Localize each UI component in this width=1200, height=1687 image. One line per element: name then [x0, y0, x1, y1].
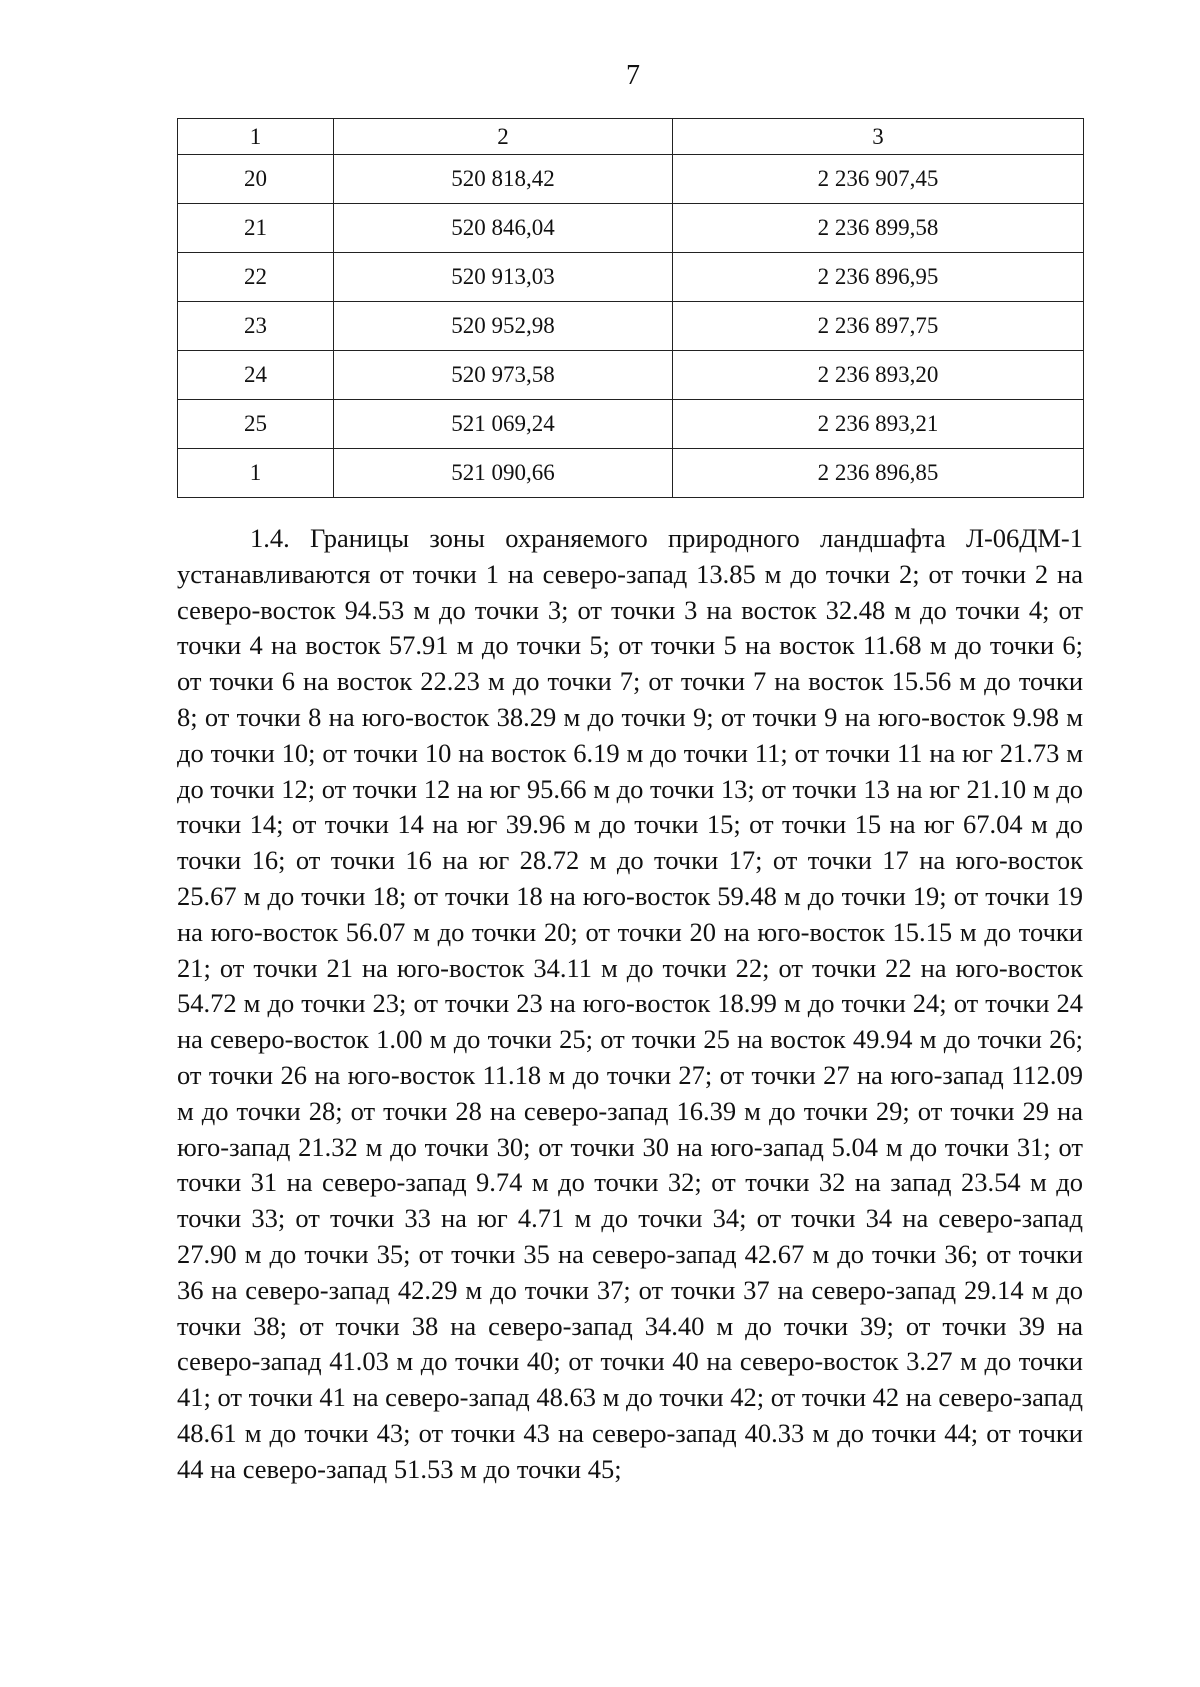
y-coordinate-cell: 2 236 896,85: [673, 449, 1084, 498]
table-row: [178, 253, 1084, 302]
x-coordinate-cell: 520 913,03: [334, 253, 673, 302]
point-number-cell: 23: [178, 302, 334, 351]
x-coordinate-cell: 520 818,42: [334, 155, 673, 204]
x-coordinate-cell: 520 846,04: [334, 204, 673, 253]
x-coordinate-cell: 521 090,66: [334, 449, 673, 498]
table-header-row: [178, 119, 1084, 155]
boundary-description-paragraph: 1.4. Границы зоны охраняемого природного ландшафта Л-06ДМ-1 устанавливаются от точки 1 на северо-запад 13.85 м до точки 2; от точки 2 на северо-восток 94.53 м до точки 3; от точки 3 на восток 32.48 м до точки 4; от точки 4 на восток 57.91 м до точки 5; от точки 5 на восток 11.68 м до точки 6; от точки 6 на восток 22.23 м до точки 7; от точки 7 на восток 15.56 м до точки 8; от точки 8 на юго-восток 38.29 м до точки 9; от точки 9 на юго-восток 9.98 м до точки 10; от точки 10 на восток 6.19 м до точки 11; от точки 11 на юг 21.73 м до точки 12; от точки 12 на юг 95.66 м до точки 13; от точки 13 на юг 21.10 м до точки 14; от точки 14 на юг 39.96 м до точки 15; от точки 15 на юг 67.04 м до точки 16; от точки 16 на юг 28.72 м до точки 17; от точки 17 на юго-восток 25.67 м до точки 18; от точки 18 на юго-восток 59.48 м до точки 19; от точки 19 на юго-восток 56.07 м до точки 20; от точки 20 на юго-восток 15.15 м до точки 21; от точки 21 на юго-восток 34.11 м до точки 22; от точки 22 на юго-восток 54.72 м до точки 23; от точки 23 на юго-восток 18.99 м до точки 24; от точки 24 на северо-восток 1.00 м до точки 25; от точки 25 на восток 49.94 м до точки 26; от точки 26 на юго-восток 11.18 м до точки 27; от точки 27 на юго-запад 112.09 м до точки 28; от точки 28 на северо-запад 16.39 м до точки 29; от точки 29 на юго-запад 21.32 м до точки 30; от точки 30 на юго-запад 5.04 м до точки 31; от точки 31 на северо-запад 9.74 м до точки 32; от точки 32 на запад 23.54 м до точки 33; от точки 33 на юг 4.71 м до точки 34; от точки 34 на северо-запад 27.90 м до точки 35; от точки 35 на северо-запад 42.67 м до точки 36; от точки 36 на северо-запад 42.29 м до точки 37; от точки 37 на северо-запад 29.14 м до точки 38; от точки 38 на северо-запад 34.40 м до точки 39; от точки 39 на северо-запад 41.03 м до точки 40; от точки 40 на северо-восток 3.27 м до точки 41; от точки 41 на северо-запад 48.63 м до точки 42; от точки 42 на северо-запад 48.61 м до точки 43; от точки 43 на северо-запад 40.33 м до точки 44; от точки 44 на северо-запад 51.53 м до точки 45;: [177, 523, 1083, 1484]
table-header-cell: 3: [673, 119, 1084, 155]
page-number: 7: [626, 60, 640, 91]
x-coordinate-cell: 521 069,24: [334, 400, 673, 449]
table-row: [178, 449, 1084, 498]
y-coordinate-cell: 2 236 893,21: [673, 400, 1084, 449]
table-row: [178, 204, 1084, 253]
table-row: [178, 302, 1084, 351]
point-number-cell: 24: [178, 351, 334, 400]
table-row: [178, 155, 1084, 204]
y-coordinate-cell: 2 236 899,58: [673, 204, 1084, 253]
coordinates-table: [177, 118, 1084, 498]
y-coordinate-cell: 2 236 893,20: [673, 351, 1084, 400]
x-coordinate-cell: 520 952,98: [334, 302, 673, 351]
x-coordinate-cell: 520 973,58: [334, 351, 673, 400]
y-coordinate-cell: 2 236 907,45: [673, 155, 1084, 204]
point-number-cell: 22: [178, 253, 334, 302]
y-coordinate-cell: 2 236 896,95: [673, 253, 1084, 302]
point-number-cell: 21: [178, 204, 334, 253]
table-row: [178, 351, 1084, 400]
table-header-cell: 1: [178, 119, 334, 155]
table-row: [178, 400, 1084, 449]
y-coordinate-cell: 2 236 897,75: [673, 302, 1084, 351]
point-number-cell: 1: [178, 449, 334, 498]
point-number-cell: 20: [178, 155, 334, 204]
table-header-cell: 2: [334, 119, 673, 155]
point-number-cell: 25: [178, 400, 334, 449]
